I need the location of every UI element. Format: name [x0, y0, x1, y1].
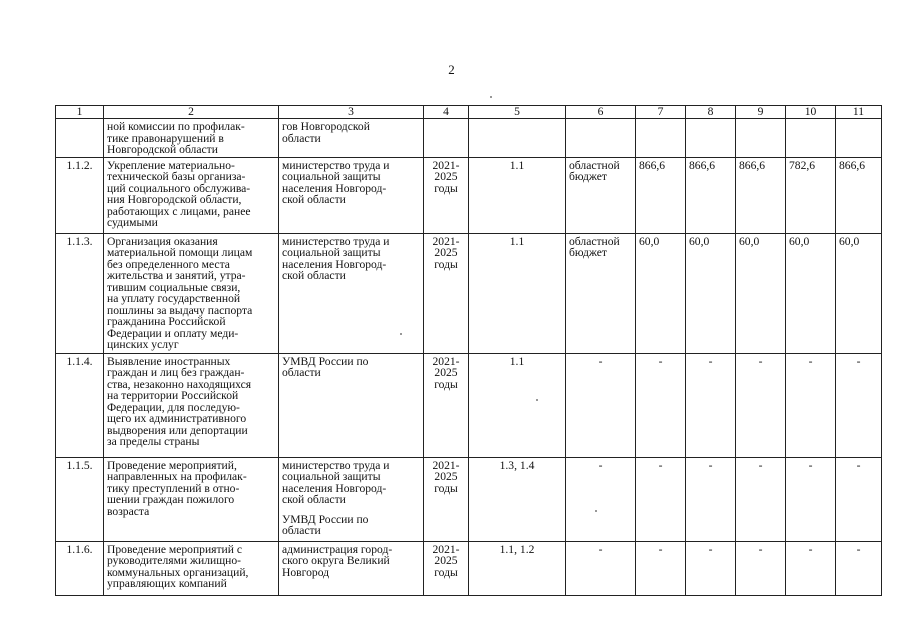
table-row: [56, 157, 882, 233]
source-cell: областной бюджет: [566, 157, 636, 233]
value-cell: 60,0: [786, 233, 836, 353]
responsible-cell: [279, 119, 424, 158]
header-cell: 3: [279, 106, 424, 119]
header-cell: 6: [566, 106, 636, 119]
source-cell: -: [566, 353, 636, 457]
responsible-entry: УМВД России по области: [282, 512, 369, 537]
row-number: 1.1.2.: [56, 157, 104, 233]
indicator-cell: 1.1: [469, 233, 566, 353]
responsible-cell: [279, 541, 424, 595]
row-number: 1.1.5.: [56, 457, 104, 541]
value-cell: 60,0: [686, 233, 736, 353]
scan-speck: [595, 510, 597, 512]
value-cell: -: [736, 353, 786, 457]
value-cell: 866,6: [686, 157, 736, 233]
responsible-entry: министерство труда и социальной защиты населения Новгород- ской области: [282, 234, 390, 282]
value-cell: -: [786, 353, 836, 457]
value-cell: -: [736, 457, 786, 541]
indicator-cell: 1.1: [469, 353, 566, 457]
header-cell: 8: [686, 106, 736, 119]
source-cell: -: [566, 457, 636, 541]
value-cell: -: [636, 457, 686, 541]
header-cell: 10: [786, 106, 836, 119]
source-cell: областной бюджет: [566, 233, 636, 353]
table-row: [56, 353, 882, 457]
indicator-cell: 1.1: [469, 157, 566, 233]
value-cell: [636, 119, 686, 158]
page-number: 2: [448, 62, 455, 77]
value-cell: 866,6: [736, 157, 786, 233]
scan-speck: [400, 333, 402, 335]
value-cell: -: [836, 541, 882, 595]
responsible-entry: министерство труда и социальной защиты населения Новгород- ской области: [282, 158, 390, 206]
responsible-entry: гов Новгородской области: [282, 120, 370, 145]
value-cell: -: [686, 457, 736, 541]
value-cell: -: [636, 353, 686, 457]
value-cell: -: [686, 353, 736, 457]
value-cell: -: [686, 541, 736, 595]
scan-speck: [490, 96, 492, 98]
activity-cell: Проведение мероприятий с руководителями жилищно- коммунальных организаций, управляющих компаний: [104, 541, 279, 595]
row-number: 1.1.4.: [56, 353, 104, 457]
responsible-entry: министерство труда и социальной защиты населения Новгород- ской области: [282, 458, 390, 506]
value-cell: -: [786, 457, 836, 541]
program-table: [55, 105, 882, 596]
value-cell: -: [736, 541, 786, 595]
table-row: [56, 233, 882, 353]
value-cell: -: [636, 541, 686, 595]
table-row: [56, 541, 882, 595]
value-cell: -: [836, 457, 882, 541]
row-number: 1.1.6.: [56, 541, 104, 595]
years-cell: 2021- 2025 годы: [424, 457, 469, 541]
years-cell: [424, 119, 469, 158]
value-cell: 60,0: [636, 233, 686, 353]
indicator-cell: 1.1, 1.2: [469, 541, 566, 595]
source-cell: -: [566, 541, 636, 595]
row-number: [56, 119, 104, 158]
header-row: [56, 106, 882, 119]
activity-cell: ной комиссии по профилак- тике правонарушений в Новгородской области: [104, 119, 279, 158]
responsible-cell: [279, 353, 424, 457]
source-cell: [566, 119, 636, 158]
responsible-entry: УМВД России по области: [282, 354, 369, 379]
header-cell: 9: [736, 106, 786, 119]
responsible-entry: администрация город- ского округа Великий Новгород: [282, 542, 393, 579]
header-cell: 5: [469, 106, 566, 119]
value-cell: 866,6: [636, 157, 686, 233]
activity-cell: Укрепление материально- технической базы организа- ций социального обслужива- ния Новгородской области, работающих с лицами, ранее судимыми: [104, 157, 279, 233]
value-cell: [786, 119, 836, 158]
indicator-cell: 1.3, 1.4: [469, 457, 566, 541]
scan-speck: [536, 399, 538, 401]
activity-cell: Проведение мероприятий, направленных на профилак- тику преступлений в отно- шении граждан пожилого возраста: [104, 457, 279, 541]
value-cell: [686, 119, 736, 158]
years-cell: 2021- 2025 годы: [424, 541, 469, 595]
header-cell: 1: [56, 106, 104, 119]
responsible-cell: [279, 233, 424, 353]
header-cell: 2: [104, 106, 279, 119]
table-row: [56, 119, 882, 158]
table-row: [56, 457, 882, 541]
value-cell: [836, 119, 882, 158]
indicator-cell: [469, 119, 566, 158]
activity-cell: Организация оказания материальной помощи лицам без определенного места жительства и занятий, утра- тившим социальные связи, на уплату государственной пошлины за выдачу паспорта гражданина Российской Федерации и оплату меди- цинских услуг: [104, 233, 279, 353]
value-cell: -: [786, 541, 836, 595]
row-number: 1.1.3.: [56, 233, 104, 353]
value-cell: -: [836, 353, 882, 457]
years-cell: 2021- 2025 годы: [424, 353, 469, 457]
header-cell: 4: [424, 106, 469, 119]
header-cell: 11: [836, 106, 882, 119]
years-cell: 2021- 2025 годы: [424, 157, 469, 233]
value-cell: 782,6: [786, 157, 836, 233]
value-cell: [736, 119, 786, 158]
header-cell: 7: [636, 106, 686, 119]
value-cell: 60,0: [836, 233, 882, 353]
value-cell: 60,0: [736, 233, 786, 353]
activity-cell: Выявление иностранных граждан и лиц без граждан- ства, незаконно находящихся на территории Российской Федерации, для последую- щего их административного выдворения или депортации за пределы страны: [104, 353, 279, 457]
years-cell: 2021- 2025 годы: [424, 233, 469, 353]
value-cell: 866,6: [836, 157, 882, 233]
responsible-cell: [279, 457, 424, 541]
responsible-cell: [279, 157, 424, 233]
